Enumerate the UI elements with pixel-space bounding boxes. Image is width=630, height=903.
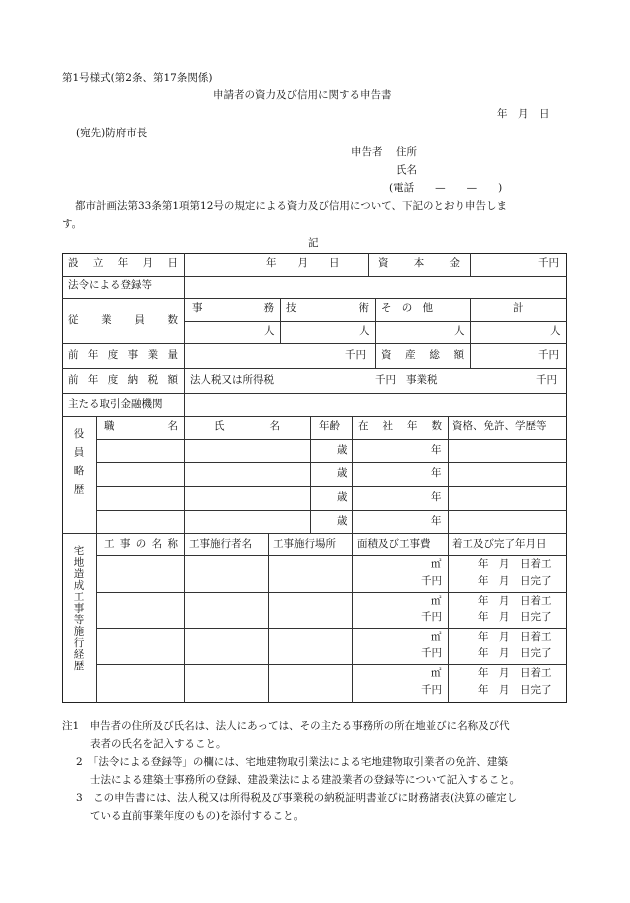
finish-date: 年 月 日完了 [478,611,552,623]
label-char: 員 [134,314,145,326]
declarant-label: 申告者 [351,146,383,158]
document-title: 申請者の資力及び信用に関する申告書 [213,89,392,101]
col-line [368,253,369,276]
col-line [310,416,311,533]
start-date: 年 月 日着工 [478,595,552,607]
area-unit: ㎡ [431,558,442,570]
history-label: 宅地造成工事等施行経歴 [72,545,85,672]
age-unit: 歳 [337,467,348,479]
phone-label: (電話 — — ) [389,182,503,194]
label-char: 術 [358,302,369,314]
year-unit: 年 [431,467,442,479]
label-char: 金 [449,257,460,269]
row-line [62,393,567,394]
label-char: 年 [117,257,129,269]
label-char: 事 [127,349,139,361]
label-char: 職 [104,420,115,432]
officer-qualification-header: 資格、免許、学歴等 [452,420,547,432]
label-char: 年 [87,349,99,361]
addressee: (宛先)防府市長 [76,127,148,139]
total-staff-label: 計 [513,302,524,314]
label-char: そ [381,302,392,314]
finish-date: 年 月 日完了 [478,575,552,587]
col-line [448,416,449,533]
cost-unit: 千円 [421,611,442,623]
person-unit: 人 [359,325,370,337]
contractor-header: 工事施行者名 [189,538,252,550]
row-line [96,664,567,665]
note-2-line-2: 士法による建築士事務所の登録、建設業法による建設業者の登録等について記入すること。 [90,774,521,786]
label-char: 額 [167,374,178,386]
person-unit: 人 [454,325,465,337]
name-label: 氏名 [396,164,417,176]
label-char: 氏 [214,420,225,432]
label-char: 総 [429,349,440,361]
note-3-line-2: ている直前事業年度のもの)を添付すること。 [90,810,305,822]
start-date: 年 月 日着工 [478,558,552,570]
col-line [375,343,376,368]
location-header: 工事施行場所 [273,538,336,550]
label-char: 業 [147,349,159,361]
label-char: 設 [68,257,79,269]
label-char: 量 [167,349,178,361]
ki-label: 記 [308,237,319,249]
year-unit: 年 [431,444,442,456]
label-char: 従 [68,314,79,326]
label-char: 業 [101,314,112,326]
label-char: 度 [107,349,119,361]
row-line [62,533,567,534]
registration-label: 法令による登録等 [68,279,152,291]
row-line [96,592,567,593]
note-1-line-1: 注1 申告者の住所及び氏名は、法人にあっては、その主たる事務所の所在地並びに名称及び代 [62,720,510,732]
col-line [375,298,376,343]
col-line [184,416,185,533]
area-unit: ㎡ [431,631,442,643]
row-line [62,368,567,369]
start-date: 年 月 日着工 [478,631,552,643]
col-line [96,416,97,703]
note-2-line-1: 2 「法令による登録等」の欄には、宅地建物取引業法による宅地建物取引業者の免許、建築 [76,756,508,768]
col-line [268,533,269,703]
label-char: 産 [405,349,416,361]
label-char: 務 [263,302,274,314]
label-char: 社 [382,420,393,432]
col-line [470,343,471,368]
address-label: 住所 [396,146,417,158]
label-char: 在 [358,420,369,432]
col-line [448,533,449,703]
row-line [62,416,567,417]
year-unit: 年 [431,515,442,527]
col-line [352,416,353,533]
finish-date: 年 月 日完了 [478,647,552,659]
label-char: 資 [381,349,392,361]
label-char: 税 [147,374,159,386]
start-date: 年 月 日着工 [478,667,552,679]
office-staff-label [192,303,274,315]
capital-unit: 千円 [538,257,559,269]
label-char: 事 [192,302,203,314]
finish-date: 年 月 日完了 [478,684,552,696]
note-3-line-1: 3 この申告書には、法人税又は所得税及び事業税の納税証明書並びに財務諸表(決算の確定し [76,792,518,804]
employees-label [68,315,178,327]
label-char: の [135,538,147,550]
capital-label [378,258,460,270]
note-1-line-2: 表者の氏名を記入すること。 [90,738,227,750]
dates-header: 着工及び完了年月日 [452,538,547,550]
row-line [96,510,567,511]
col-line [184,533,185,703]
officer-tenure-header [358,421,442,433]
person-unit: 人 [550,325,561,337]
label-char: 前 [68,349,79,361]
year-unit: 年 [431,491,442,503]
label-char: 月 [142,257,154,269]
col-line [352,533,353,703]
business-tax-unit: 千円 [536,374,557,386]
label-char: 度 [107,374,119,386]
label-char: 日 [167,257,178,269]
established-label [68,258,178,270]
area-unit: ㎡ [431,595,442,607]
row-line [96,555,567,556]
col-line [470,253,471,276]
corp-tax-unit: 千円 [375,374,396,386]
col-line [184,253,185,416]
area-cost-header: 面積及び工事費 [357,538,431,550]
intro-line-2: す。 [62,218,83,230]
row-line [62,276,567,277]
label-char: の [401,302,413,314]
label-char: 事 [119,538,131,550]
project-name-header [104,539,178,551]
established-date-field[interactable]: 年 月 日 [266,257,340,269]
label-char: 納 [127,374,139,386]
label-char: 数 [431,420,442,432]
date-line: 年 月 日 [497,108,550,120]
revenue-label [68,350,178,362]
col-line [280,298,281,343]
officers-label: 役員略歴 [72,428,85,502]
label-char: 前 [68,374,79,386]
cost-unit: 千円 [421,684,442,696]
assets-label [381,350,464,362]
label-char: 資 [378,257,389,269]
tax-label [68,375,178,387]
label-char: 額 [453,349,464,361]
officer-name-header [214,421,280,433]
bank-label: 主たる取引金融機関 [68,398,163,410]
row-line [62,343,567,344]
label-char: 名 [269,420,280,432]
officer-age-header: 年齢 [319,420,340,432]
col-line [470,298,471,343]
corp-tax-label: 法人税又は所得税 [190,374,274,386]
cost-unit: 千円 [421,575,442,587]
row-line [96,486,567,487]
other-staff-label [381,303,433,315]
form-number: 第1号様式(第2条、第17条関係) [62,72,213,84]
area-unit: ㎡ [431,667,442,679]
age-unit: 歳 [337,444,348,456]
assets-unit: 千円 [538,349,559,361]
person-unit: 人 [264,325,275,337]
label-char: 名 [167,420,178,432]
label-char: 称 [167,538,178,550]
business-tax-label: 事業税 [406,374,438,386]
label-char: 工 [104,538,115,550]
row-line [96,439,567,440]
age-unit: 歳 [337,491,348,503]
row-line [96,462,567,463]
label-char: 名 [151,538,163,550]
label-char: 他 [422,302,433,314]
cost-unit: 千円 [421,647,442,659]
label-char: 技 [286,302,297,314]
row-line [96,628,567,629]
intro-line-1: 都市計画法第33条第1項第12号の規定による資力及び信用について、下記のとおり申告しま [75,200,507,212]
label-char: 数 [167,314,178,326]
label-char: 本 [413,257,425,269]
label-char: 年 [407,420,418,432]
revenue-unit: 千円 [345,349,366,361]
label-char: 立 [92,257,104,269]
label-char: 年 [87,374,99,386]
age-unit: 歳 [337,515,348,527]
row-line [62,298,567,299]
officer-title-header [104,421,178,433]
tech-staff-label [286,303,369,315]
